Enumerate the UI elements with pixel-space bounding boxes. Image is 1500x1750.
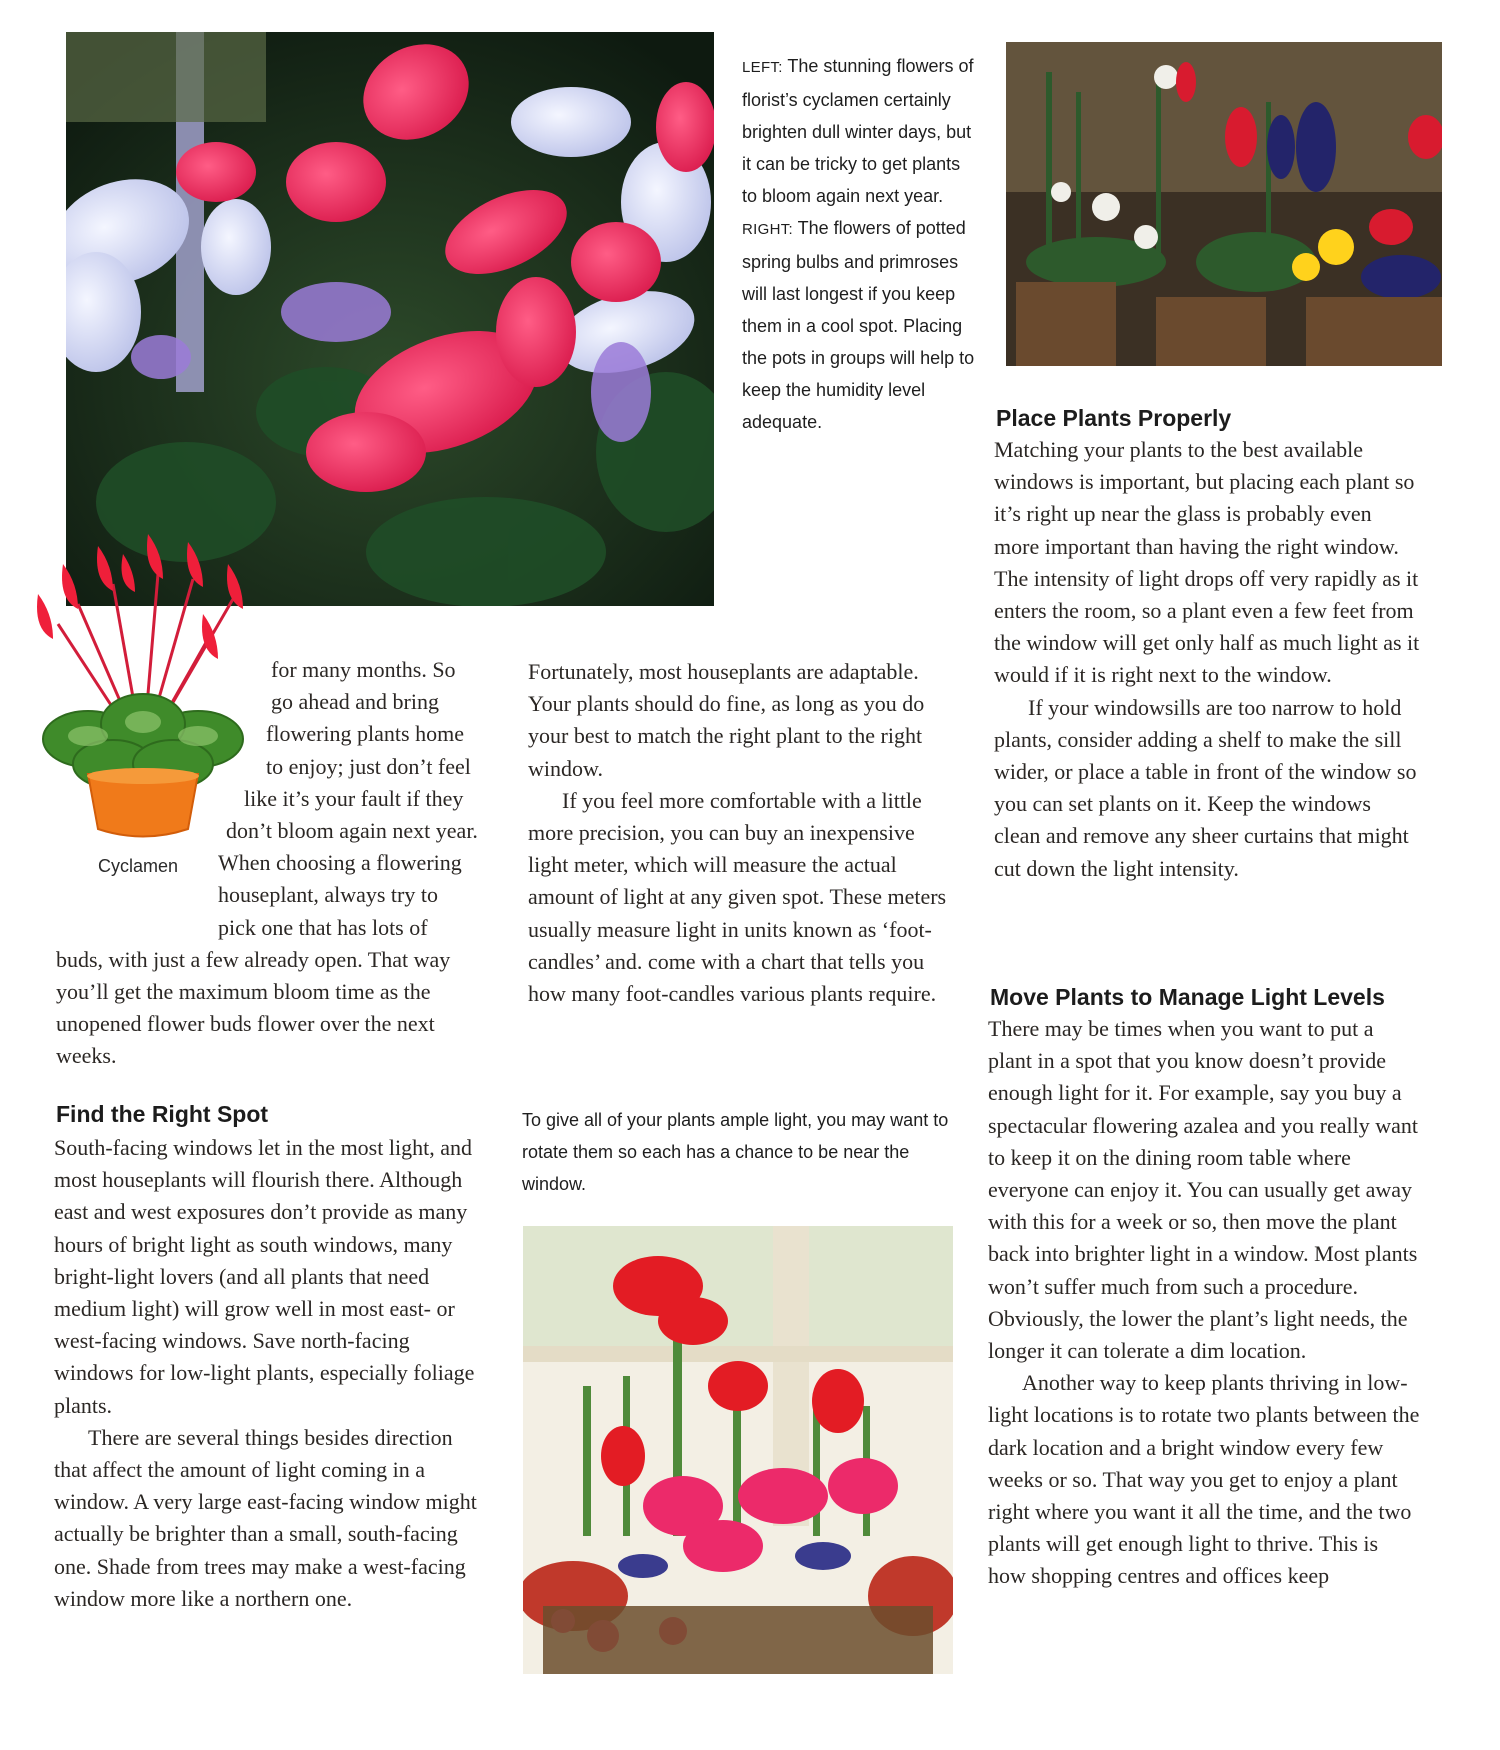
column1-para2: There are several things besides direction that affect the amount of light coming in a window. A very large east-facing window might actually be brighter than a small, south-facing one. Shade from trees may make a west-facing window more like a northern one. — [54, 1424, 477, 1611]
column1-intro-text: for many months. So go ahead and bring flowering plants home to enjoy; just don’t feel like it’s your fault if they don’t bloom again next year. When choosing a flowering houseplant, always try to pick one that has lots of buds, with just a few already open. That way you’ll get the maximum bloom time as the unopened flower buds flower over the next weeks. — [56, 657, 478, 1069]
column1-body — [54, 1132, 482, 1615]
cyclamen-photo — [66, 32, 714, 606]
cyclamen-label: Cyclamen — [98, 856, 179, 876]
heading-place-plants-properly: Place Plants Properly — [996, 405, 1232, 431]
column1-intro — [56, 654, 480, 1073]
amaryllis-photo — [523, 1226, 953, 1674]
caption-right-label: RIGHT: — [742, 221, 793, 238]
column3-para3: There may be times when you want to put a plant in a spot that you know doesn’t provide enough light for it. For example, say you buy a spectacular flowering azalea and you really want to keep it on the dining room table where everyone can enjoy it. You can usually get away with this for a week or so, then move the plant back into brighter light in a window. Most plants won’t suffer much from such a procedure. Obviously, the lower the plant’s light needs, the longer it can tolerate a dim location. — [988, 1016, 1419, 1364]
spring-bulbs-photo — [1006, 42, 1442, 366]
column3-body-b — [988, 1013, 1420, 1593]
column2-para2: If you feel more comfortable with a little more precision, you can buy an inexpensive light meter, which will measure the actual amount of light at any given spot. These meters usually measure light in units known as ‘foot-candles’ and. come with a chart that tells you how many foot-candles various plants require. — [528, 787, 947, 1007]
column2-body — [528, 656, 953, 1010]
column3-para1: Matching your plants to the best available windows is important, but placing each plant so it’s right up near the glass is probably even more important than having the right window. The intensity of light drops off very rapidly as it enters the room, so a plant even a few feet from the window will get only half as much light as it would if it is right next to the window. — [994, 437, 1420, 688]
heading-move-plants: Move Plants to Manage Light Levels — [990, 984, 1385, 1010]
column1-para1: South-facing windows let in the most light, and most houseplants will flourish there. Although east and west exposures don’t provide as many hours of bright light as south windows, many bright-light lovers (and all plants that need medium light) will grow well in most east- or west-facing windows. Save north-facing windows for low-light plants, especially foliage plants. — [54, 1135, 475, 1418]
heading-find-right-spot: Find the Right Spot — [56, 1101, 269, 1127]
caption-left-text: The stunning flowers of florist’s cyclamen certainly brighten dull winter days, but it can be tricky to get plants to bloom again next year. — [742, 56, 974, 206]
top-photo-caption — [742, 50, 980, 438]
column3-para4: Another way to keep plants thriving in low-light locations is to rotate two plants between the dark location and a bright window every few weeks or so. That way you get to enjoy a plant right where you want it all the time, and the two plants will get enough light to thrive. This is how shopping centres and offices keep — [988, 1370, 1420, 1589]
caption-right-text: The flowers of potted spring bulbs and primroses will last longest if you keep them in a cool spot. Placing the pots in groups will help to keep the humidity level adequate. — [742, 218, 975, 432]
column2-para1: Fortunately, most houseplants are adaptable. Your plants should do fine, as long as you do your best to match the right plant to the right window. — [528, 659, 925, 781]
middle-photo-caption: To give all of your plants ample light, you may want to rotate them so each has a chance to be near the window. — [522, 1110, 949, 1194]
caption-left-label: LEFT: — [742, 59, 783, 76]
column3-para2: If your windowsills are too narrow to hold plants, consider adding a shelf to make the sill wider, or place a table in front of the window so you can set plants on it. Keep the windows clean and remove any sheer curtains that might cut down the light intensity. — [994, 694, 1417, 881]
column3-body-a — [994, 434, 1420, 885]
